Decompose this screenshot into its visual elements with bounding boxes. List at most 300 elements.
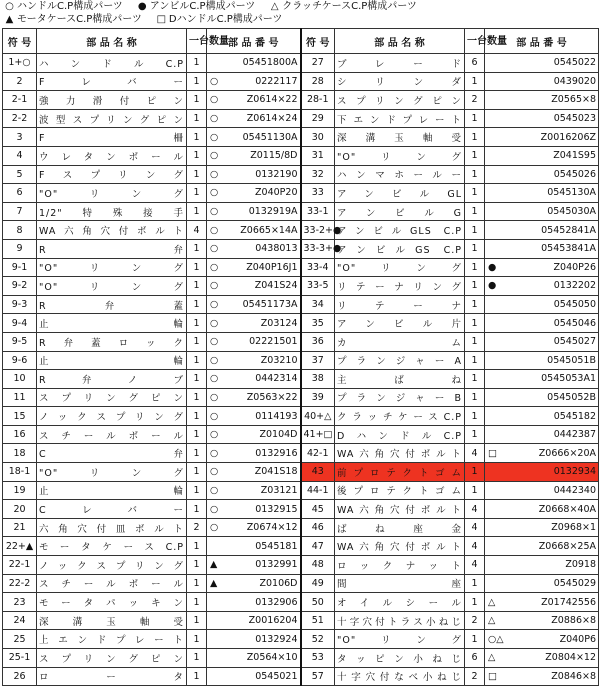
cell-name: 十字穴付なべ小ねじ [335, 667, 465, 686]
cell-qty: 1 [187, 184, 207, 203]
table-row [3, 54, 599, 73]
table-row [3, 611, 599, 630]
cell-no: 47 [301, 537, 335, 556]
cell-name: アンビル片 [335, 314, 465, 333]
cell-no: 40+△ [301, 407, 335, 426]
cell-part-number-value: 05451173A [242, 299, 298, 311]
cell-part-number-value: 05453841A [541, 243, 596, 255]
cell-no: 30 [301, 128, 335, 147]
legend-symbol: □ [156, 14, 167, 25]
table-row [3, 518, 599, 537]
cell-part-number-value: Z0886×8 [551, 615, 596, 627]
cell-qty: 1 [465, 184, 485, 203]
cell-mark: ○ [210, 503, 219, 515]
cell-part-number-value: 0132915 [255, 503, 298, 515]
cell-part-number-value: 0442387 [553, 429, 596, 441]
header-no: 符 号 [3, 29, 37, 54]
cell-qty: 4 [465, 537, 485, 556]
cell-part-number [207, 649, 301, 668]
cell-qty: 1 [187, 332, 207, 351]
cell-no: 27 [301, 54, 335, 73]
cell-part-number [207, 277, 301, 296]
cell-mark: ○ [210, 373, 219, 385]
cell-part-number [485, 239, 599, 258]
cell-name: R弁ノブ [37, 370, 187, 389]
cell-qty: 1 [465, 258, 485, 277]
cell-no: 3 [3, 128, 37, 147]
header-part-number: 部 品 番 号 [207, 29, 301, 54]
table-row [3, 667, 599, 686]
cell-part-number [485, 481, 599, 500]
cell-part-number [207, 537, 301, 556]
cell-no: 9-6 [3, 351, 37, 370]
table-row [3, 388, 599, 407]
cell-part-number [207, 463, 301, 482]
cell-name: ブレード [335, 54, 465, 73]
cell-name: R弁蓋 [37, 295, 187, 314]
cell-no: 33-2+● [301, 221, 335, 240]
cell-mark: ○ [210, 187, 219, 199]
cell-part-number-value: 05452841A [541, 224, 596, 236]
cell-part-number-value: 0545053A1 [541, 373, 596, 385]
cell-qty: 1 [187, 444, 207, 463]
cell-mark: ▲ [210, 559, 218, 571]
cell-part-number [207, 574, 301, 593]
table-row [3, 444, 599, 463]
cell-part-number [207, 72, 301, 91]
cell-qty: 4 [187, 221, 207, 240]
cell-qty: 1 [465, 165, 485, 184]
cell-no: 25-1 [3, 649, 37, 668]
cell-mark: ○ [210, 410, 219, 422]
cell-mark: ○△ [488, 633, 504, 645]
cell-no: 15 [3, 407, 37, 426]
cell-name: ばね座金 [335, 518, 465, 537]
cell-part-number [207, 388, 301, 407]
cell-part-number [485, 518, 599, 537]
cell-part-number [207, 611, 301, 630]
cell-qty: 1 [187, 258, 207, 277]
cell-name: 止輪 [37, 314, 187, 333]
cell-qty: 1 [187, 611, 207, 630]
cell-part-number-value: Z0565×8 [551, 94, 596, 106]
cell-qty: 1 [465, 72, 485, 91]
cell-part-number-value: Z041S18 [254, 466, 298, 478]
table-row [3, 630, 599, 649]
cell-part-number-value: Z03121 [260, 484, 298, 496]
cell-part-number-value: Z0804×12 [545, 652, 596, 664]
cell-no: 49 [301, 574, 335, 593]
cell-mark: ○ [210, 150, 219, 162]
cell-part-number-value: Z040P26 [553, 261, 596, 273]
cell-part-number-value: Z0614×24 [246, 113, 298, 125]
cell-name: 間座 [335, 574, 465, 593]
cell-qty: 4 [465, 500, 485, 519]
cell-part-number [207, 518, 301, 537]
table-row [3, 128, 599, 147]
cell-qty: 1 [187, 277, 207, 296]
cell-name: ノックスプリング [37, 407, 187, 426]
table-row [3, 574, 599, 593]
cell-name: "O"リング [37, 184, 187, 203]
cell-mark: ○ [210, 317, 219, 329]
cell-mark: ● [488, 261, 497, 273]
cell-part-number [207, 332, 301, 351]
table-row [3, 463, 599, 482]
cell-part-number-value: Z040P16J1 [246, 261, 298, 273]
table-row [3, 258, 599, 277]
cell-part-number [207, 258, 301, 277]
cell-part-number [207, 500, 301, 519]
cell-qty: 1 [187, 593, 207, 612]
cell-part-number [485, 370, 599, 389]
cell-qty: 4 [465, 444, 485, 463]
cell-no: 46 [301, 518, 335, 537]
cell-qty: 1 [187, 388, 207, 407]
cell-part-number [485, 295, 599, 314]
cell-no: 43 [301, 463, 335, 482]
table-row [3, 239, 599, 258]
cell-qty: 1 [187, 239, 207, 258]
table-row [3, 500, 599, 519]
cell-qty: 1 [187, 314, 207, 333]
cell-no: 21 [3, 518, 37, 537]
legend-label: クラッチケースC.P構成パーツ [282, 1, 417, 12]
cell-no: 22-2 [3, 574, 37, 593]
cell-no: 42-1 [301, 444, 335, 463]
cell-part-number [485, 500, 599, 519]
cell-qty: 1 [465, 370, 485, 389]
cell-no: 9-1 [3, 258, 37, 277]
cell-part-number-value: Z041S24 [254, 280, 298, 292]
cell-name: 波型スプリングピン [37, 109, 187, 128]
cell-qty: 1 [465, 109, 485, 128]
cell-name: アンビルG [335, 202, 465, 221]
cell-qty: 2 [465, 91, 485, 110]
cell-part-number-value: Z0918 [565, 559, 596, 571]
cell-no: 25 [3, 630, 37, 649]
legend-item [269, 0, 417, 13]
cell-qty: 1 [187, 574, 207, 593]
cell-no: 33-1 [301, 202, 335, 221]
cell-part-number [207, 444, 301, 463]
cell-qty: 1 [187, 295, 207, 314]
cell-name: 前プロテクトゴム [335, 463, 465, 482]
cell-qty: 1 [465, 574, 485, 593]
cell-no: 22-1 [3, 556, 37, 575]
cell-qty: 1 [465, 295, 485, 314]
cell-part-number [485, 277, 599, 296]
cell-no: 9-2 [3, 277, 37, 296]
cell-mark: □ [488, 447, 497, 459]
cell-qty: 1 [187, 556, 207, 575]
cell-mark: ○ [210, 336, 219, 348]
cell-part-number [207, 593, 301, 612]
cell-name: アンビルGS C.P [335, 239, 465, 258]
cell-name: 六角穴付皿ボルト [37, 518, 187, 537]
cell-name: Fレバー [37, 72, 187, 91]
cell-qty: 1 [187, 500, 207, 519]
cell-part-number-value: 0442314 [255, 373, 298, 385]
cell-part-number-value: Z0666×20A [538, 447, 596, 459]
cell-part-number [485, 463, 599, 482]
cell-part-number [207, 370, 301, 389]
cell-part-number [485, 91, 599, 110]
cell-part-number-value: 0438013 [255, 243, 298, 255]
cell-mark: ○ [210, 522, 219, 534]
cell-name: WA六角穴付ボルト [37, 221, 187, 240]
cell-mark: ○ [210, 354, 219, 366]
cell-part-number-value: 0545022 [553, 57, 596, 69]
cell-qty: 1 [187, 667, 207, 686]
cell-name: DハンドルC.P [335, 425, 465, 444]
cell-part-number [485, 165, 599, 184]
cell-no: 38 [301, 370, 335, 389]
cell-part-number [485, 667, 599, 686]
cell-name: プランジャーB [335, 388, 465, 407]
cell-name: ウレタンボール [37, 146, 187, 165]
cell-qty: 1 [187, 109, 207, 128]
cell-qty: 4 [465, 518, 485, 537]
cell-part-number [485, 574, 599, 593]
table-row [3, 425, 599, 444]
cell-part-number-value: Z0968×1 [551, 522, 596, 534]
table-row [3, 221, 599, 240]
cell-qty: 1 [465, 146, 485, 165]
cell-part-number [207, 109, 301, 128]
cell-no: 19 [3, 481, 37, 500]
cell-no: 41+□ [301, 425, 335, 444]
cell-name: R弁蓋ロック [37, 332, 187, 351]
cell-name: リテーナリング [335, 277, 465, 296]
header-part-number: 部 品 番 号 [485, 29, 599, 54]
cell-no: 26 [3, 667, 37, 686]
cell-no: 39 [301, 388, 335, 407]
table-row [3, 202, 599, 221]
cell-name: 十字穴付トラス小ねじ [335, 611, 465, 630]
cell-part-number-value: 0132919A [248, 206, 298, 218]
cell-name: タッピン小ねじ [335, 649, 465, 668]
cell-name: プランジャーA [335, 351, 465, 370]
cell-part-number [485, 109, 599, 128]
cell-part-number [207, 351, 301, 370]
table-header-row [3, 29, 599, 54]
cell-qty: 1 [187, 370, 207, 389]
cell-no: 28-1 [301, 91, 335, 110]
cell-no: 57 [301, 667, 335, 686]
cell-part-number [207, 314, 301, 333]
cell-no: 6 [3, 184, 37, 203]
legend-symbol: ● [137, 1, 147, 12]
cell-mark: ○ [210, 484, 219, 496]
cell-part-number [207, 146, 301, 165]
cell-part-number-value: 0545029 [553, 577, 596, 589]
table-row [3, 295, 599, 314]
cell-part-number-value: 0545051B [547, 354, 596, 366]
cell-name: "O"リング [37, 258, 187, 277]
cell-no: 33-5 [301, 277, 335, 296]
cell-part-number-value: 0545130A [547, 187, 596, 199]
cell-name: "O"リング [335, 258, 465, 277]
cell-part-number [485, 202, 599, 221]
cell-mark: △ [488, 596, 496, 608]
cell-no: 18 [3, 444, 37, 463]
cell-no: 10 [3, 370, 37, 389]
cell-qty: 1 [187, 202, 207, 221]
cell-qty: 2 [187, 518, 207, 537]
legend-symbol: ○ [5, 1, 14, 12]
cell-no: 34 [301, 295, 335, 314]
cell-part-number [485, 184, 599, 203]
cell-mark: △ [488, 652, 496, 664]
cell-qty: 1 [187, 146, 207, 165]
cell-part-number-value: Z0846×8 [551, 670, 596, 682]
cell-qty: 6 [465, 649, 485, 668]
cell-qty: 1 [465, 463, 485, 482]
cell-no: 53 [301, 649, 335, 668]
cell-mark: ○ [210, 447, 219, 459]
cell-mark: ○ [210, 299, 219, 311]
cell-mark: ○ [210, 224, 219, 236]
header-qty: 一台数量 [187, 29, 207, 54]
table-row [3, 332, 599, 351]
cell-part-number-value: 0132934 [553, 466, 596, 478]
cell-name: F柵 [37, 128, 187, 147]
cell-no: 31 [301, 146, 335, 165]
cell-qty: 1 [187, 165, 207, 184]
table-row [3, 277, 599, 296]
cell-part-number [207, 407, 301, 426]
cell-name: スチールボール [37, 574, 187, 593]
cell-mark: ○ [210, 280, 219, 292]
cell-part-number [485, 425, 599, 444]
cell-part-number-value: Z0563×22 [246, 391, 298, 403]
cell-part-number-value: Z040P20 [255, 187, 298, 199]
cell-no: 36 [301, 332, 335, 351]
cell-no: 28 [301, 72, 335, 91]
cell-name: シリンダ [335, 72, 465, 91]
cell-part-number [485, 258, 599, 277]
cell-no: 29 [301, 109, 335, 128]
cell-name: スプリングピン [37, 649, 187, 668]
cell-no: 44-1 [301, 481, 335, 500]
cell-no: 9 [3, 239, 37, 258]
cell-qty: 1 [465, 239, 485, 258]
cell-name: 主ばね [335, 370, 465, 389]
cell-part-number [485, 388, 599, 407]
cell-no: 51 [301, 611, 335, 630]
legend-row-2 [0, 13, 600, 26]
cell-name: スプリングピン [37, 388, 187, 407]
cell-name: C弁 [37, 444, 187, 463]
cell-no: 23 [3, 593, 37, 612]
cell-qty: 4 [465, 556, 485, 575]
cell-part-number [485, 444, 599, 463]
cell-part-number-value: 0132991 [255, 559, 298, 571]
cell-mark: ○ [210, 261, 219, 273]
legend-item [137, 0, 255, 13]
cell-no: 22+▲ [3, 537, 37, 556]
cell-part-number-value: 0545021 [255, 670, 298, 682]
cell-name: 深溝玉軸受 [37, 611, 187, 630]
table-row [3, 109, 599, 128]
cell-qty: 1 [465, 593, 485, 612]
cell-mark: ○ [210, 131, 219, 143]
legend-label: ハンドルC.P構成パーツ [17, 1, 123, 12]
legend [0, 0, 600, 28]
cell-part-number-value: 05451130A [242, 131, 298, 143]
cell-name: スプリングピン [335, 91, 465, 110]
legend-label: DハンドルC.P構成パーツ [168, 14, 283, 25]
cell-qty: 1 [465, 332, 485, 351]
cell-name: 1/2"特殊接手 [37, 202, 187, 221]
cell-part-number-value: Z0115/8D [250, 150, 298, 162]
cell-name: "O"リング [335, 146, 465, 165]
cell-part-number [485, 332, 599, 351]
cell-part-number [207, 425, 301, 444]
cell-qty: 1 [465, 481, 485, 500]
cell-name: Cレバー [37, 500, 187, 519]
cell-qty: 1 [465, 351, 485, 370]
cell-part-number-value: 0545181 [255, 540, 298, 552]
cell-part-number-value: Z0614×22 [246, 94, 298, 106]
cell-mark: □ [488, 670, 497, 682]
cell-part-number [207, 667, 301, 686]
table-row [3, 556, 599, 575]
cell-part-number [485, 593, 599, 612]
cell-name: ノックスプリング [37, 556, 187, 575]
cell-qty: 1 [187, 54, 207, 73]
cell-no: 9-5 [3, 332, 37, 351]
cell-name: リテーナ [335, 295, 465, 314]
cell-qty: 1 [465, 277, 485, 296]
cell-no: 52 [301, 630, 335, 649]
cell-part-number [485, 221, 599, 240]
cell-qty: 1 [187, 630, 207, 649]
cell-mark: ○ [210, 206, 219, 218]
cell-no: 2-1 [3, 91, 37, 110]
cell-part-number-value: Z01742556 [541, 596, 596, 608]
header-name: 部 品 名 称 [37, 29, 187, 54]
cell-part-number [485, 407, 599, 426]
cell-no: 20 [3, 500, 37, 519]
legend-row-1 [0, 0, 600, 13]
cell-part-number-value: 0545030A [547, 206, 596, 218]
cell-name: WA六角穴付ボルト [335, 500, 465, 519]
cell-name: 止輪 [37, 351, 187, 370]
cell-qty: 1 [465, 314, 485, 333]
cell-no: 11 [3, 388, 37, 407]
cell-no: 18-1 [3, 463, 37, 482]
cell-name: ロックナット [335, 556, 465, 575]
cell-part-number [485, 630, 599, 649]
cell-part-number-value: Z040P6 [559, 633, 596, 645]
cell-qty: 1 [465, 630, 485, 649]
cell-part-number [485, 314, 599, 333]
cell-part-number [485, 146, 599, 165]
cell-qty: 1 [187, 537, 207, 556]
cell-qty: 2 [465, 611, 485, 630]
cell-qty: 1 [465, 388, 485, 407]
cell-part-number-value: 0545050 [553, 299, 596, 311]
cell-part-number-value: 0545027 [553, 336, 596, 348]
cell-qty: 1 [465, 202, 485, 221]
cell-part-number [207, 54, 301, 73]
cell-part-number-value: Z03124 [260, 317, 298, 329]
cell-qty: 1 [187, 72, 207, 91]
cell-part-number-value: 0545182 [553, 410, 596, 422]
cell-name: WA六角穴付ボルト [335, 537, 465, 556]
